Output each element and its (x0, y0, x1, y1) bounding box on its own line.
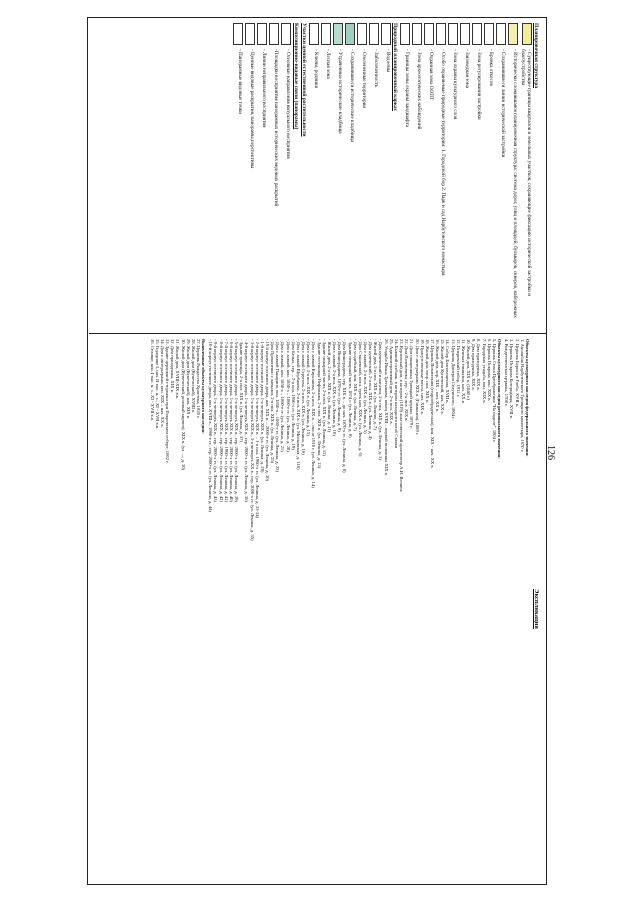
spring-icon (309, 23, 319, 45)
column-divider (89, 333, 547, 334)
explication-item: - 6-й корпус гостиного двора, 1-я четверть XIX в., сер. 2000-х гг. (ул. Ленина, д. 40) (228, 339, 234, 502)
federal-list (504, 339, 525, 879)
identified-title: Выявленные объекты культурного наследия: (201, 339, 207, 434)
legend-item-label: - Водоемы (384, 49, 391, 73)
legend-item-label: - Зона регулирования застройки (475, 49, 482, 120)
legend-item-label: - Заповедная зона (463, 49, 470, 88)
explication-item: 1. Ансамбль Нарбутовского Троицкого монастыря, 1670 г. (519, 339, 525, 453)
explication-item: 31. Жилой дом, XVIII-XIX в.в. (175, 339, 181, 400)
explication-item: - Дом с лавкой, 2-я пол. XIX в. (ул. Ленина, д. 10) (332, 339, 338, 436)
explication-item: 12. Покровский собор, 1912 г. (455, 339, 461, 398)
explication-item: - 2-й корпус гостиного двора, 1-я четверть XIX в. – 1-я пол. 1960-х гг. (ул. Ленина, д. 33-34) (254, 339, 260, 519)
explication-item: 26. Усадьба Ивана Третьякова, конец XVIII – первой половины XIX в. (383, 339, 389, 477)
explication-item: - Дом купеческий, 2-я пол. XIX в. (ул. Ленина, д. 4) (368, 339, 374, 440)
legend-planning-list (400, 23, 532, 327)
federal-title: Объекты культурного наследия федерального значения: (524, 339, 530, 457)
explication-item: - 3-й корпус гостиного двора, 1-я четверть XIX в., 3-я четверть XX в., сер. 2000-х гг. (ул. Ленина, д. 35) (249, 339, 255, 541)
legend-item-label: - Исторически сложившаяся планировочная структура: система дорог, улиц и площадей, бульваров, скверов, набережных (511, 49, 518, 318)
legend-item-label: - Ключи, родники (312, 49, 319, 89)
legend-item-label: - Бровка откосов (487, 49, 494, 86)
legend-item (460, 23, 470, 327)
explication-item: 22. Дом Полевичика, сер. - 2-я пол. XIX в. (404, 339, 410, 422)
legend-item (508, 23, 518, 327)
explication-item: 17. Церковь Вознесения (старообрядческая), кон. XIX - нач. XX в. (430, 339, 436, 469)
legend-item-label: - Зона охраны культурного слоя (451, 49, 458, 120)
legend-item-label: - Линии неправильного восприятия (261, 49, 268, 128)
explication-item: 8. Дом приходчика, XIX в. (476, 339, 482, 391)
forest-icon (321, 23, 331, 45)
legend-item (233, 23, 243, 327)
legend-item-label: - Границы зоны охраны ландшафта (403, 49, 410, 127)
legend-item-label: - Озелененные территории (360, 49, 367, 109)
explication-item: 36. Селище, кон. I тыс. н. э., XI - XVII в.в. (149, 339, 155, 422)
legend-item (269, 23, 279, 327)
explication-item: - 4-й корпус гостиного двора, 1-я четверть XIX в., сер. 2000-х гг. (ул. Ленина, д. 36) (244, 339, 250, 502)
water-icon (381, 23, 391, 45)
explication-item: - Дом усадебный, кон. XIX в. (ул. Ленина, д. 7) (352, 339, 358, 431)
legend-item (520, 23, 532, 327)
legend-item (381, 23, 391, 327)
legend-item-label: - Охранная зона ООПТ (427, 49, 434, 101)
green-area-icon (357, 23, 367, 45)
legend-natural-list (309, 23, 391, 327)
legend-item-label: - Особо охраняемые природные территории: 1. Городской бор 2. Парк и сад Нарбутовского монастыря (439, 49, 446, 276)
explication-item: 30. Жилой дом (Купеческий, розовый кирпич), XIX в. (ул. ..., д. 20) (180, 339, 186, 471)
explication-item: - Дом с лавкой Стругова, 2-я пол. XIX в. (ул. Ленина, д. 16) (301, 339, 307, 455)
rotated-sheet (87, 17, 547, 885)
explication-item: 2. Церковь Бориса и Глеба, XVII в. (514, 339, 520, 408)
explication-item: 21. Дом священника Троицкой церкви, 1879 г. (409, 339, 415, 429)
legend-item-label: - Сохранившиеся линии исторической застройки (499, 49, 506, 158)
explication-item: - Дом Белых, сер. – 2-я пол. 1950-х гг. (ул. Ленина, д. 19) (290, 339, 296, 450)
legend-vegetation-title: Участки ценной естественной растительности (300, 23, 307, 137)
explication-item: 34. Дом с интерьерами, кон. XIX – нач. XX в. (159, 339, 165, 428)
legend-item-label: - Ценные видовые раскрытия, панорамы,перспективы (249, 49, 256, 169)
explication-item: 7. Городская усадьба, кон. XIX в. (481, 339, 487, 404)
legend-item (281, 23, 291, 327)
legend-item-label: - Основные направления визуального восприятия (285, 49, 292, 159)
explication-item: 20. Дом с интерьерами XIX в. (Гимназия), 1889 г. (414, 339, 420, 436)
listed-list (208, 339, 383, 879)
identified-list (149, 339, 201, 879)
explication-item: - Здание гостиницы Нефтянова, 2-я пол. XIX в. (ул. Ленина, д. 13) (316, 339, 322, 469)
viewpoint-icon (269, 23, 279, 45)
legend-planning-title: Планировочная структура (533, 23, 539, 89)
explication-item: 18. Жилой дом, втор. пол. XIX в. (424, 339, 430, 404)
explication-item: - Дом с лавкой Панарина, кон. 1850-х – 1860-е гг. (ул. Ленина, д. 22) (275, 339, 281, 472)
explication-item: 35. Городище I, нач. II тыс. н. э., XI - XVII в.в. (154, 339, 160, 430)
lost-cemetery-icon (333, 23, 343, 45)
explication-item: 13. Церковь Дмитрия Солунского, 1804 г. (450, 339, 456, 420)
explication-item: 3. Церковь Покрова Богородицы, XVII в. (509, 339, 515, 419)
cemetery-icon (345, 23, 355, 45)
hatched-block-icon (522, 23, 532, 45)
legend-item-label: - Утраченные исторические кладбища (336, 49, 343, 134)
explication-title: Экспликация (533, 589, 540, 629)
legend-item (333, 23, 343, 327)
legend-item (424, 23, 434, 327)
buffer-zone-icon (424, 23, 434, 45)
explication-item: - Жилой дом, 2-я пол. XIX в. (ул. Ленина, д. 11) (326, 339, 332, 432)
explication-item: 29. Жилой дом (Купеческий), нач. XIX в. (185, 339, 191, 420)
protected-nature-icon (436, 23, 446, 45)
reserve-zone-icon (460, 23, 470, 45)
explication-item: 11. Женская гимназия, нач. XX в. (460, 339, 466, 405)
legend-item-label: - Заболоченность (372, 49, 379, 88)
explication-item: 24. Бывший особняк, в котором находился штаб Ставки (393, 339, 399, 449)
legend-item (436, 23, 446, 327)
explication-item: - Дом купеческий и магазин, 2-я пол. XIX в. (ул. Ленина, д. 3) (378, 339, 384, 460)
explication-item: - Дом с лавкой, кон. 1850-х – 1860-е гг. (ул. Ленина, д. 20) (285, 339, 291, 452)
legend-item (309, 23, 319, 327)
archaeology-zone-icon (412, 23, 422, 45)
panorama-icon (245, 23, 255, 45)
explication-item: 33. Здание церковной сторожки при Покровском соборе, 1862 г. (165, 339, 171, 464)
legend-item-label: - Существующие границы кварталов и земельных участков, сохраняющие фиксацию исторической застройки и благоустройства (519, 49, 532, 297)
explication-item: - 9-й корпус гостиного двора, 1-я четверть XIX в., сер. 2000-х гг. (ул. Ленина, д. 43) (213, 339, 219, 502)
street-grid-icon (508, 23, 518, 45)
legend-item (321, 23, 331, 327)
explication-item: 10. Жилой дом, XIX в. (1840 г.) (466, 339, 472, 401)
view-line-icon (257, 23, 267, 45)
regulation-zone-icon (472, 23, 482, 45)
explication-item: 23. Курзовский дом, в котором (1919) жил советский архитектор А.И. Вознюк (399, 339, 405, 492)
explication-item: 14. Собор Благовещения, XVII в. (445, 339, 451, 404)
explication-item: 19. Присутственные места, нач. XIX в. (419, 339, 425, 415)
legend-item (472, 23, 482, 327)
explication-item: - Дом Виноградова, сер. XIX в. – до нач. 1870-х гг. (ул. Ленина, д. 8) (342, 339, 348, 473)
explication-item: 15. Жилой дом Купеческий, нач. XX в. (440, 339, 446, 415)
legend-item (448, 23, 458, 327)
page-number: 126 (545, 445, 556, 460)
explication-item: - Дом с лавкой, 2-я пол. XIX в. (ул. Ленина, д. 5) (363, 339, 368, 434)
explication-item: - Дом Виноградова, 1870-е гг. (ул. Ленина, д. 9) (337, 339, 343, 432)
regional-list (383, 339, 496, 879)
landscape-boundary-icon (400, 23, 410, 45)
explication-item: 28. Жилой дом (Купеческий), XVIII в. (190, 339, 196, 414)
legend-item (357, 23, 367, 327)
legend-item (400, 23, 410, 327)
legend-item-label: - Сохранившиеся исторические кладбища (348, 49, 355, 142)
legend-panel (93, 23, 541, 327)
legend-item-label: - Зона археологических наблюдений (415, 49, 422, 130)
explication-item: 9. Дом приходчика, XIX в. (471, 339, 477, 391)
regional-title: Объекты культурного наследия регионального значения: (497, 339, 503, 459)
legend-visual-list (233, 23, 291, 327)
legend-item (257, 23, 267, 327)
explication-item: 27. Церковь Рождества Христова, 1820 г. (196, 339, 201, 419)
explication-item: - 1-й корпус гостиного двора, 1-я четверть XIX в. (ул. Ленина, д. 29) (259, 339, 265, 473)
explication-item: - Здание трактира, 2-я пол. XIX в. (ул. Ленина, д. 37) (239, 339, 245, 442)
explication-item: - Дом с лавкой Кирсанова, 2-я пол. XIX в. – после 1910 г. (ул. Ленина, д. 14) (311, 339, 317, 488)
legend-item (484, 23, 494, 327)
explication-panel (93, 339, 541, 879)
building-line-icon (496, 23, 506, 45)
explication-item: - 19 й корпус гостиного двора, нач. XIX в. – 2000-е гг. (ул. Ленина, д. 30) (265, 339, 271, 482)
explication-item: 25. Административный дом, 2-я пол. XIX в. (388, 339, 394, 425)
explication-item: - Дом Сташевской, посл. треть нач. XIX в. (ул. Ленина, д. 6) (357, 339, 363, 457)
explication-item: 16. Жилой дом, кор. XIX – нач. XX в. (435, 339, 441, 413)
explication-item: 6. Церковь Покрова, кон. XIX в. (486, 339, 492, 402)
panorama-point-icon (233, 23, 243, 45)
explication-item: 4. Рождественская церковь, 1708 г. (504, 339, 510, 407)
explication-item: - Жилой дом, 2-я пол. XIX в. (ул. Ленина, д. 7) (373, 339, 379, 430)
explication-item: - 10-й корпус гостиного двора, кон. XVIII в., 1960-е гг., сер. 2000-х гг. (ул. Ленина, д. 44) (208, 339, 214, 512)
legend-item-label: -Площадки восприятия панорамных исторических видовых раскрытий (273, 49, 280, 207)
legend-item (369, 23, 379, 327)
legend-natural-title: Природный планировочный каркас (391, 23, 398, 111)
explication-item: - Здание пожарной части, 1874 г. (ул. Ленина, д. 8) (347, 339, 353, 438)
cultural-layer-icon (448, 23, 458, 45)
explication-item: - Дом с лавкой Щербакова, 2-я пол. XIX в. (ул. Московская, д. 118) (295, 339, 301, 470)
legend-visual-title: Композиционно-видовые связи (панорамы) (292, 23, 299, 130)
explication-item: - Дом Прокопенко с лавками, 2-я пол. XIX в. (ул. Ленина, д. 25) (270, 339, 276, 464)
legend-item-label: - Панорамные видовые точки (237, 49, 244, 115)
explication-item: - 8-й корпус гостиного двора, 1-я четверть XIX в., сер. 2000-х гг. (ул. Ленина, д. 42) (218, 339, 224, 502)
legend-item (412, 23, 422, 327)
explication-item: - Дом с лавкой, кон. 1850-х – 1860-е гг. (ул. Ленина, д. 21) (280, 339, 286, 452)
slope-edge-icon (484, 23, 494, 45)
explication-item: 32. Дом приходчика, XIX в. (170, 339, 176, 394)
explication-item: 5. Церковь Спаса Преображения "На подоле", 1804 г. (491, 339, 497, 443)
legend-item-label: - Лесная зона (324, 49, 331, 79)
view-direction-icon (281, 23, 291, 45)
legend-item (345, 23, 355, 327)
explication-item: - 7-й корпус гостиного двора, 1-я четверть XIX в., сер. 1960-х гг. (ул. Ленина, д. 41) (223, 339, 229, 502)
explication-item: - 5-й корпус гостиного двора, 1-я четверть XIX в., сер. 2000-х гг. (ул. Ленина, д. 39) (234, 339, 240, 502)
legend-item (496, 23, 506, 327)
explication-item: - Дом с лавкой, 2-я пол. XIX в. (ул. Ленина, д. 15) (306, 339, 312, 436)
wetland-icon (369, 23, 379, 45)
legend-item (245, 23, 255, 327)
explication-item: - Здание пожарной части, 2-я пол. XIX в. (ул. Ленина, д. 12) (321, 339, 327, 456)
